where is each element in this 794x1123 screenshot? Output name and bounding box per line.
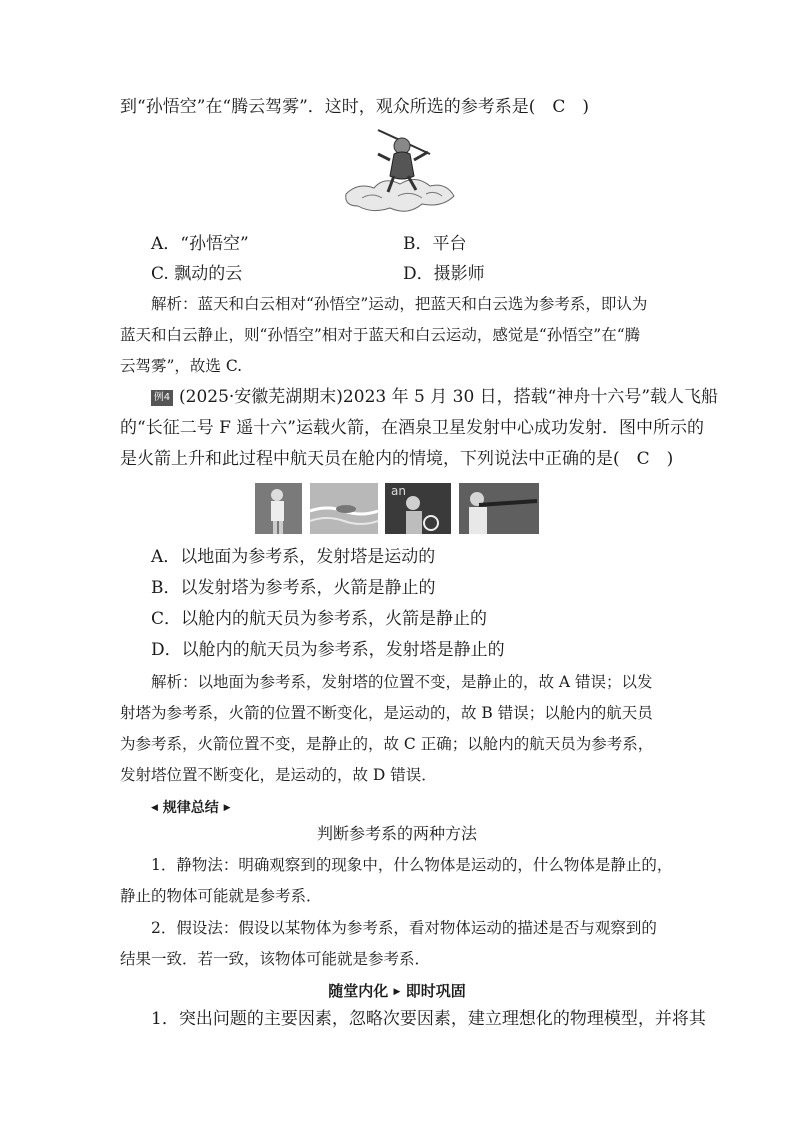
photo-swimmer (310, 483, 378, 534)
explanation-line: 云驾雾”，故选 C. (120, 357, 243, 375)
monkey-king-illustration (338, 124, 462, 220)
question-stem-line: 是火箭上升和此过程中航天员在舱内的情境，下列说法中正确的是( C ) (120, 449, 674, 469)
summary-item: 2．假设法：假设以某物体为参考系，看对物体运动的描述是否与观察到的 (151, 919, 657, 937)
section-heading: 随堂内化 ▶ 即时巩固 (328, 982, 466, 1000)
option-b: B．以发射塔为参考系，火箭是静止的 (151, 578, 436, 598)
summary-item: 1．静物法：明确观察到的现象中，什么物体是运动的，什么物体是静止的， (151, 856, 673, 874)
option-a: A．“孙悟空” (151, 234, 249, 254)
explanation-line: 解析：以地面为参考系，发射塔的位置不变，是静止的，故 A 错误；以发 (151, 673, 653, 691)
option-b: B．平台 (403, 234, 467, 254)
explanation-line: 为参考系，火箭位置不变，是静止的，故 C 正确；以舱内的航天员为参考系， (120, 735, 654, 753)
summary-title: 判断参考系的两种方法 (316, 824, 477, 843)
summary-item: 结果一致．若一致，该物体可能就是参考系． (120, 950, 431, 968)
summary-item: 静止的物体可能就是参考系． (120, 887, 322, 905)
explanation-line: 射塔为参考系，火箭的位置不断变化，是运动的，故 B 错误；以舱内的航天员 (120, 704, 653, 722)
explanation-line: 解析：蓝天和白云相对“孙悟空”运动，把蓝天和白云选为参考系，即认为 (151, 295, 648, 313)
photo-shooter (459, 483, 539, 534)
option-c: C．以舱内的航天员为参考系，火箭是静止的 (151, 609, 488, 629)
example-tag: 例4 (151, 390, 173, 406)
right-triangle-icon: ▶ (223, 803, 231, 813)
summary-header: ◀ 规律总结 ▶ (151, 800, 231, 816)
arrow-right-icon: ▶ (393, 987, 401, 997)
option-d: D．摄影师 (403, 264, 485, 284)
left-triangle-icon: ◀ (151, 803, 158, 813)
svg-text:an: an (391, 484, 406, 498)
question-stem-line: 到“孙悟空”在“腾云驾雾”．这时，观众所选的参考系是( C ) (120, 97, 590, 117)
explanation-line: 发射塔位置不断变化，是运动的，故 D 错误． (120, 766, 437, 784)
next-question-line: 1．突出问题的主要因素，忽略次要因素，建立理想化的物理模型，并将其 (151, 1009, 706, 1029)
option-a: A．以地面为参考系，发射塔是运动的 (151, 547, 436, 567)
question-stem-line: 的“长征二号 F 遥十六”运载火箭，在酒泉卫星发射中心成功发射．图中所示的 (120, 418, 704, 438)
photo-runner (255, 483, 302, 534)
photo-tennis-player (385, 483, 451, 534)
option-d: D．以舱内的航天员为参考系，发射塔是静止的 (151, 640, 505, 660)
option-c: C. 飘动的云 (151, 264, 243, 284)
example-4-stem: 例4 (2025·安徽芜湖期末)2023 年 5 月 30 日，搭载“神舟十六号”载人飞船 (151, 386, 718, 408)
explanation-line: 蓝天和白云静止，则“孙悟空”相对于蓝天和白云运动，感觉是“孙悟空”在“腾 (120, 326, 641, 344)
